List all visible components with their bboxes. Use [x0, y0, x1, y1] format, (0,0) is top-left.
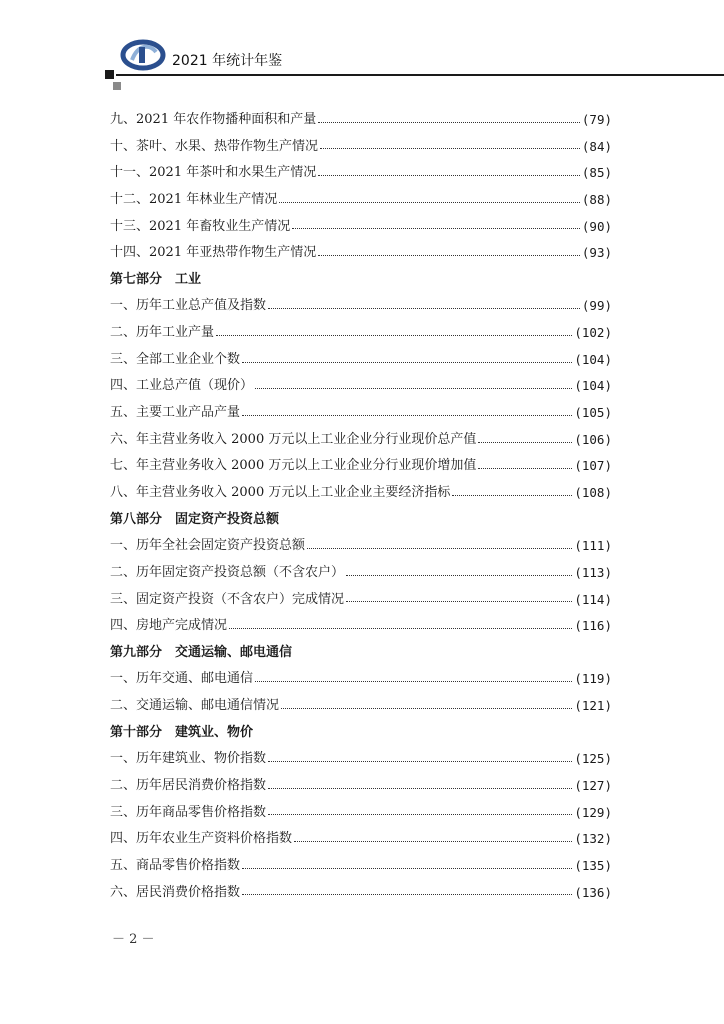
- entry-title: 四、工业总产值（现价）: [110, 378, 254, 394]
- dot-leader: [268, 761, 572, 762]
- toc-entry: [110, 693, 612, 720]
- entry-title: 二、历年工业产量: [110, 325, 215, 341]
- section-title: 第九部分 交通运输、邮电通信: [110, 644, 293, 660]
- entry-page-number: (114): [574, 591, 612, 607]
- entry-title: 五、主要工业产品产量: [110, 405, 241, 421]
- entry-title: 五、商品零售价格指数: [110, 857, 241, 873]
- toc-section-heading: [110, 640, 612, 667]
- entry-title: 六、居民消费价格指数: [110, 884, 241, 900]
- toc-entry: [110, 160, 612, 187]
- dot-leader: [346, 575, 572, 576]
- toc-entry: [110, 613, 612, 640]
- entry-title: 四、历年农业生产资料价格指数: [110, 831, 293, 847]
- entry-page-number: (99): [581, 298, 612, 314]
- dot-leader: [346, 601, 572, 602]
- entry-title: 三、全部工业企业个数: [110, 351, 241, 367]
- toc-section-heading: [110, 720, 612, 747]
- dot-leader: [452, 495, 572, 496]
- toc-entry: [110, 107, 612, 134]
- dot-leader: [279, 202, 580, 203]
- section-title: 第七部分 工业: [110, 271, 202, 287]
- entry-page-number: (132): [574, 831, 612, 847]
- header-title: 2021 年统计年鉴: [172, 53, 283, 69]
- dot-leader: [229, 628, 572, 629]
- toc-entry: [110, 666, 612, 693]
- toc-entry: [110, 293, 612, 320]
- entry-page-number: (79): [581, 112, 612, 127]
- statistics-logo: [120, 38, 166, 72]
- dot-leader: [268, 814, 572, 815]
- toc-entry: [110, 453, 612, 480]
- entry-title: 八、年主营业务收入 2000 万元以上工业企业主要经济指标: [110, 484, 451, 500]
- toc-entry: [110, 187, 612, 214]
- header-square-gray: [113, 82, 121, 90]
- toc-entry: [110, 480, 612, 507]
- section-title: 第十部分 建筑业、物价: [110, 724, 254, 740]
- entry-page-number: (104): [574, 351, 612, 367]
- entry-page-number: (104): [574, 378, 612, 394]
- toc-entry: [110, 240, 612, 267]
- entry-title: 三、固定资产投资（不含农户）完成情况: [110, 591, 345, 607]
- dot-leader: [255, 388, 572, 389]
- entry-page-number: (84): [581, 138, 612, 154]
- entry-title: 十一、2021 年茶叶和水果生产情况: [110, 165, 317, 181]
- dot-leader: [268, 308, 580, 309]
- entry-title: 二、交通运输、邮电通信情况: [110, 698, 280, 714]
- entry-page-number: (105): [574, 405, 612, 421]
- table-of-contents: [110, 107, 612, 906]
- toc-entry: [110, 214, 612, 241]
- toc-entry: [110, 373, 612, 400]
- dot-leader: [255, 681, 572, 682]
- dot-leader: [242, 415, 572, 416]
- toc-entry: [110, 800, 612, 827]
- entry-title: 六、年主营业务收入 2000 万元以上工业企业分行业现价总产值: [110, 431, 477, 447]
- toc-section-heading: [110, 267, 612, 294]
- dot-leader: [478, 468, 572, 469]
- entry-title: 九、2021 年农作物播种面积和产量: [110, 112, 317, 127]
- entry-title: 四、房地产完成情况: [110, 618, 228, 634]
- toc-entry: [110, 134, 612, 161]
- toc-entry: [110, 773, 612, 800]
- dot-leader: [281, 708, 572, 709]
- entry-title: 十二、2021 年林业生产情况: [110, 191, 278, 207]
- toc-entry: [110, 320, 612, 347]
- toc-entry: [110, 746, 612, 773]
- entry-title: 三、历年商品零售价格指数: [110, 804, 267, 820]
- entry-page-number: (111): [574, 538, 612, 554]
- toc-entry: [110, 880, 612, 907]
- dot-leader: [307, 548, 572, 549]
- toc-entry: [110, 427, 612, 454]
- entry-page-number: (107): [574, 458, 612, 474]
- dot-leader: [242, 362, 572, 363]
- entry-page-number: (119): [574, 671, 612, 687]
- entry-title: 一、历年工业总产值及指数: [110, 298, 267, 314]
- entry-title: 二、历年居民消费价格指数: [110, 778, 267, 794]
- dot-leader: [478, 442, 572, 443]
- entry-page-number: (102): [574, 325, 612, 341]
- entry-title: 十、茶叶、水果、热带作物生产情况: [110, 138, 319, 154]
- toc-section-heading: [110, 507, 612, 534]
- entry-title: 七、年主营业务收入 2000 万元以上工业企业分行业现价增加值: [110, 458, 477, 474]
- dot-leader: [268, 788, 572, 789]
- entry-title: 一、历年交通、邮电通信: [110, 671, 254, 687]
- entry-title: 十四、2021 年亚热带作物生产情况: [110, 245, 317, 261]
- header-rule: [116, 74, 724, 76]
- entry-page-number: (136): [574, 884, 612, 900]
- entry-page-number: (135): [574, 857, 612, 873]
- toc-entry: [110, 826, 612, 853]
- entry-page-number: (113): [574, 564, 612, 580]
- dot-leader: [216, 335, 572, 336]
- entry-title: 二、历年固定资产投资总额（不含农户）: [110, 564, 345, 580]
- dot-leader: [318, 255, 580, 256]
- section-title: 第八部分 固定资产投资总额: [110, 511, 280, 527]
- dot-leader: [320, 148, 580, 149]
- toc-entry: [110, 560, 612, 587]
- entry-page-number: (88): [581, 191, 612, 207]
- dot-leader: [242, 894, 572, 895]
- entry-page-number: (108): [574, 484, 612, 500]
- dot-leader: [318, 175, 580, 176]
- toc-entry: [110, 533, 612, 560]
- entry-title: 十三、2021 年畜牧业生产情况: [110, 218, 291, 234]
- entry-page-number: (127): [574, 778, 612, 794]
- entry-page-number: (90): [581, 218, 612, 234]
- entry-page-number: (116): [574, 618, 612, 634]
- dot-leader: [318, 122, 580, 123]
- entry-title: 一、历年全社会固定资产投资总额: [110, 538, 306, 554]
- toc-entry: [110, 400, 612, 427]
- dot-leader: [292, 228, 580, 229]
- entry-page-number: (106): [574, 431, 612, 447]
- header-square-dark: [105, 70, 114, 79]
- entry-page-number: (121): [574, 698, 612, 714]
- entry-page-number: (129): [574, 804, 612, 820]
- dot-leader: [242, 868, 572, 869]
- dot-leader: [294, 841, 572, 842]
- entry-page-number: (125): [574, 751, 612, 767]
- toc-entry: [110, 347, 612, 374]
- entry-title: 一、历年建筑业、物价指数: [110, 751, 267, 767]
- page-number: － 2 －: [112, 932, 155, 947]
- toc-entry: [110, 587, 612, 614]
- entry-page-number: (85): [581, 165, 612, 181]
- entry-page-number: (93): [581, 245, 612, 261]
- toc-entry: [110, 853, 612, 880]
